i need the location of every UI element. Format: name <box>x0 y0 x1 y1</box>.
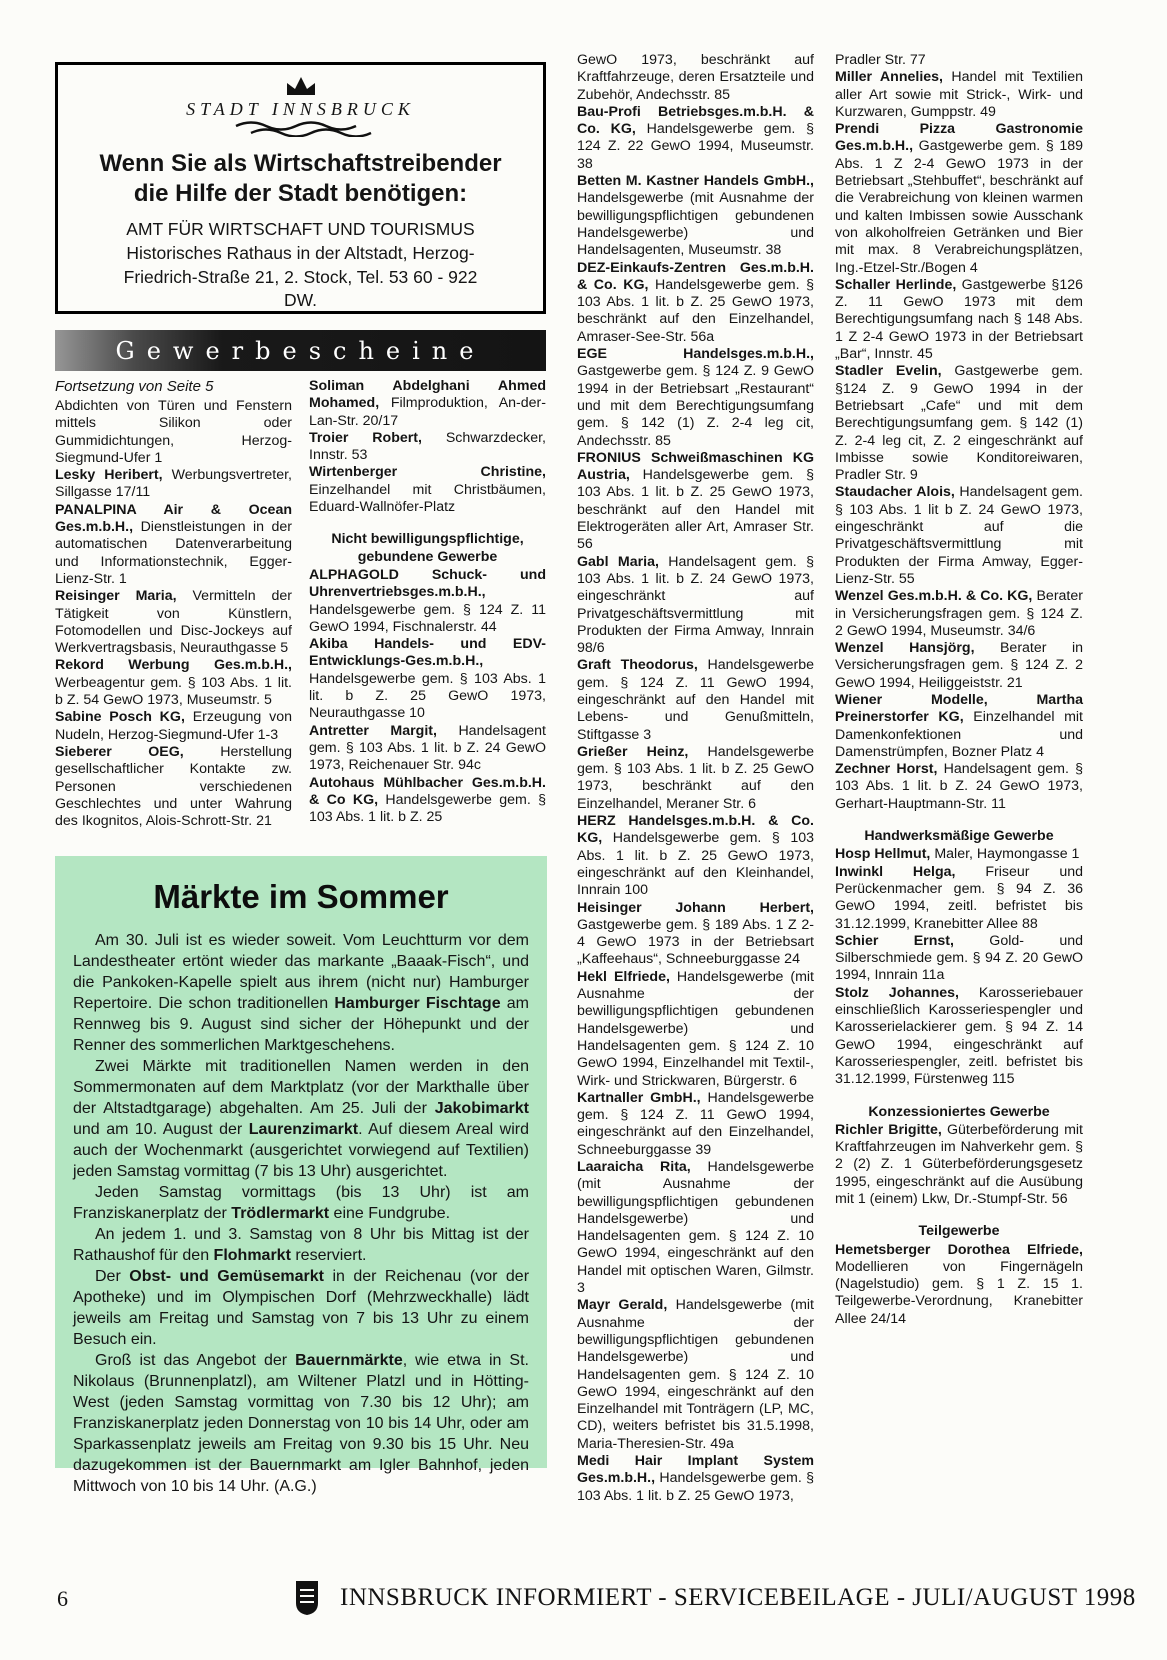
directory-entry: Antretter Margit, Handelsagent gem. § 103 Abs. 1 lit. b Z. 24 GewO 1973, Reichenauer Str. 94c <box>309 722 546 774</box>
directory-entry: Richler Brigitte, Güterbeförderung mit Kraftfahrzeugen im Nahverkehr gem. § 2 (2) Z. 1 Güterbeförderungsgesetz 1995, eingeschränkt auf die Ausübung mit 1 (einem) Lkw, Dr.-Stumpf-Str. 56 <box>835 1121 1083 1207</box>
directory-left-columns <box>55 378 547 830</box>
directory-column-2 <box>309 378 546 830</box>
category-subheader: Handwerksmäßige Gewerbe <box>864 828 1054 845</box>
directory-entry: ALPHAGOLD Schuck- und Uhrenvertriebsges.m.b.H., Handelsgewerbe gem. § 124 Z. 11 GewO 1994, Fischnalerstr. 44 <box>309 566 546 635</box>
page-footer <box>0 1580 1167 1622</box>
market-paragraph: Der Obst- und Gemüsemarkt in der Reichenau (vor der Apotheke) und im Olympischen Dorf (Mehrzweckhalle) lädt jeweils am Freitag und Samstag von 7 bis 13 Uhr zu einem Besuch ein. <box>73 1268 530 1348</box>
section-title: Gewerbescheine <box>115 336 486 365</box>
directory-entry: Wenzel Ges.m.b.H. & Co. KG, Berater in Versicherungsfragen gem. § 124 Z. 2 GewO 1994, Museumstr. 34/6 <box>835 588 1083 639</box>
directory-entry: Stadler Evelin, Gastgewerbe gem. §124 Z. 9 GewO 1994 in der Betriebsart „Cafe“ und mit dem Berechtigungsumfang gem. § 142 (1) Z. 2-4 leg cit, Z. 2 eingeschränkt auf Imbisse sowie Konditoreiwaren, Pradler Str. 9 <box>835 363 1083 484</box>
maerkte-im-sommer-box <box>55 856 547 1495</box>
directory-entry: Staudacher Alois, Handelsagent gem. § 103 Abs. 1 lit b Z. 24 GewO 1973, eingeschränkt auf die Privatgeschäftsvermittlung mit Produkten der Firma Amway, Egger-Lienz-Str. 55 <box>835 484 1083 587</box>
directory-entry: Kartnaller GmbH., Handelsgewerbe gem. § 124 Z. 11 GewO 1994, eingeschränkt auf den Einzelhandel, Schneeburggasse 39 <box>577 1089 814 1158</box>
footer-title: INNSBRUCK INFORMIERT - SERVICEBEILAGE - JULI/AUGUST 1998 <box>340 1584 1136 1611</box>
market-paragraph: Groß ist das Angebot der Bauernmärkte, wie etwa in St. Nikolaus (Brunnenplatzl), am Wiltener Platzl und in Hötting-West (jeden Samstag vormittag von 7.30 bis 12 Uhr); am Franziskanerplatz jeden Donnerstag von 10 bis 14 Uhr, oder am Sparkassenplatz jeweils am Freitag von 9.30 bis 15 Uhr. Neu dazugekommen ist der Bauernmarkt am Igler Bahnhof, jeden Mittwoch von 10 bis 14 Uhr. (A.G.) <box>73 1352 529 1495</box>
directory-entry: Autohaus Mühlbacher Ges.m.b.H. & Co KG, Handelsgewerbe gem. § 103 Abs. 1 lit. b Z. 25 <box>309 774 546 826</box>
section-header-gewerbescheine <box>55 330 546 371</box>
page-number: 6 <box>57 1586 68 1611</box>
directory-entry: Gabl Maria, Handelsagent gem. § 103 Abs. 1 lit. b Z. 24 GewO 1973, eingeschränkt auf Privatgeschäftsvermittlung mit Produkten der Firma Amway, Innrain 98/6 <box>577 553 815 657</box>
directory-entry: Hekl Elfriede, Handelsgewerbe (mit Ausnahme der bewilligungspflichtigen gebundenen Handelsgewerbe) und Handelsagenten gem. § 124 Z. 10 GewO 1994, Einzelhandel mit Textil-, Wirk- und Strickwaren, Bürgerstr. 6 <box>577 968 814 1089</box>
footer-crest-icon <box>293 1580 321 1621</box>
stadt-innsbruck-logo-text: STADT INNSBRUCK <box>186 99 415 119</box>
directory-entries-col1 <box>55 398 292 830</box>
directory-entry: Betten M. Kastner Handels GmbH., Handelsgewerbe (mit Ausnahme der bewilligungspflichtigen gebundenen Handelsgewerbe) und Handelsagenten, Museumstr. 38 <box>577 173 814 259</box>
directory-entries-col2 <box>309 378 546 826</box>
ad-heading: Wenn Sie als Wirtschaftstreibender die Hilfe der Stadt benötigen: <box>99 150 502 207</box>
category-subheader: Konzessioniertes Gewerbe <box>868 1103 1050 1120</box>
directory-entry: Sieberer OEG, Herstellung gesellschaftlicher Kontakte zw. Personen verschiedenen Geschlechtes und unter Wahrung des Ikognitos, Alois-Schrott-Str. 21 <box>55 743 292 830</box>
maerkte-paragraphs <box>73 930 529 1497</box>
category-subheader: Nicht bewilligungspflichtige, gebundene Gewerbe <box>331 531 524 565</box>
directory-entry: Reisinger Maria, Vermitteln der Tätigkeit von Künstlern, Fotomodellen und Disc-Jockeys auf Werkvertragsbasis, Neurauthgasse 5 <box>55 588 293 657</box>
directory-entry: Troier Robert, Schwarzdecker, Innstr. 53 <box>309 429 546 464</box>
directory-entry: Schier Ernst, Gold- und Silberschmiede gem. § 94 Z. 20 GewO 1994, Innrain 11a <box>835 932 1083 984</box>
ad-address-line: Historisches Rathaus in der Altstadt, Herzog-Friedrich-Straße 21, 2. Stock, Tel. 53 60 - 922 DW. <box>123 243 478 311</box>
continuation-note: Fortsetzung von Seite 5 <box>55 378 214 395</box>
directory-entries-col3 <box>577 52 814 1505</box>
directory-entry: Lesky Heribert, Werbungsvertreter, Sillgasse 17/11 <box>55 467 292 501</box>
logo-squiggle-icon <box>58 121 543 139</box>
maerkte-title: Märkte im Sommer <box>153 878 449 915</box>
directory-entry: Soliman Abdelghani Ahmed Mohamed, Filmproduktion, An-der-Lan-Str. 20/17 <box>309 378 546 429</box>
directory-entry: Heisinger Johann Herbert, Gastgewerbe gem. § 189 Abs. 1 Z 2-4 GewO 1973 in der Betriebsart „Kaffeehaus“, Schneeburggasse 24 <box>577 899 814 968</box>
directory-entry: EGE Handelsges.m.b.H., Gastgewerbe gem. § 124 Z. 9 GewO 1994 in der Betriebsart „Restaurant“ und mit dem Berechtigungsumfang gem. § 142 (1) Z. 2-4 leg cit, Andechsstr. 85 <box>577 346 814 449</box>
directory-column-3 <box>577 52 814 1505</box>
market-paragraph: Zwei Märkte mit traditionellen Namen werden in den Sommermonaten auf dem Marktplatz (vor der Markthalle über der Altstadtgarage) abgehalten. Am 25. Juli der Jakobimarkt und am 10. August der Laurenzimarkt. Auf diesem Areal wird auch der Wochenmarkt (ausgerichtet vorwiegend auf Textilien) jeden Samstag vormittag (7 bis 13 Uhr) ausgerichtet. <box>73 1058 529 1180</box>
directory-entry: Akiba Handels- und EDV-Entwicklungs-Ges.m.b.H., Handelsgewerbe gem. § 103 Abs. 1 lit. b Z. 25 GewO 1973, Neurauthgasse 10 <box>309 636 546 722</box>
directory-entry: Mayr Gerald, Handelsgewerbe (mit Ausnahme der bewilligungspflichtigen gebundenen Handelsgewerbe) und Handelsagenten gem. § 124 Z. 10 GewO 1994, eingeschränkt auf den Einzelhandel mit Tonträgern (LP, MC, CD), weiters befristet bis 31.5.1998, Maria-Theresien-Str. 49a <box>577 1297 814 1452</box>
market-paragraph: Jeden Samstag vormittags (bis 13 Uhr) ist am Franziskanerplatz der Trödlermarkt eine Fundgrube. <box>73 1184 529 1222</box>
directory-entry: FRONIUS Schweißmaschinen KG Austria, Handelsgewerbe gem. § 103 Abs. 1 lit. b Z. 25 GewO 1973, beschränkt auf den Handel mit Elektrogeräten aller Art, Amraser Str. 56 <box>577 449 814 553</box>
directory-entry: Stolz Johannes, Karosseriebauer einschließlich Karosseriespengler und Karosserielackierer gem. § 94 Z. 14 GewO 1994, eingeschränkt auf Karosseriespengler, zeitl. befristet bis 31.12.1999, Fürstenweg 115 <box>835 984 1083 1088</box>
directory-entry: Grießer Heinz, Handelsgewerbe gem. § 103 Abs. 1 lit. b Z. 25 GewO 1973, beschränkt auf den Einzelhandel, Meraner Str. 6 <box>577 743 814 812</box>
directory-entry: Pradler Str. 77 <box>835 52 926 68</box>
directory-entry: Bau-Profi Betriebsges.m.b.H. & Co. KG, Handelsgewerbe gem. § 124 Z. 22 GewO 1994, Museumstr. 38 <box>577 103 814 172</box>
directory-entry: Prendi Pizza Gastronomie Ges.m.b.H., Gastgewerbe gem. § 189 Abs. 1 Z 2-4 GewO 1973 in der Betriebsart „Stehbuffet“, beschränkt auf die Verabreichung von kleinen warmen und kalten Imbissen sowie Ausschank von alkoholfreien Getränken und Bier mit max. 8 Verabreichungsplätzen, Ing.-Etzel-Str./Bogen 4 <box>835 121 1083 276</box>
directory-entry: Laaraicha Rita, Handelsgewerbe (mit Ausnahme der bewilligungspflichtigen gebundenen Handelsgewerbe) und Handelsagenten gem. § 124 Z. 10 GewO 1994, eingeschränkt auf den Handel mit optischen Waren, Gilmstr. 3 <box>577 1159 814 1297</box>
directory-entry: Medi Hair Implant System Ges.m.b.H., Handelsgewerbe gem. § 103 Abs. 1 lit. b Z. 25 GewO 1973, <box>577 1453 814 1504</box>
directory-entry: Schaller Herlinde, Gastgewerbe §126 Z. 11 GewO 1973 mit dem Berechtigungsumfang nach § 148 Abs. 1 Z 2-4 GewO 1973 in der Betriebsart „Bar“, Innstr. 45 <box>835 276 1083 363</box>
directory-entry: Zechner Horst, Handelsagent gem. § 103 Abs. 1 lit. b Z. 24 GewO 1973, Gerhart-Hauptmann-Str. 11 <box>835 761 1083 812</box>
directory-entry: Wiener Modelle, Martha Preinerstorfer KG, Einzelhandel mit Damenkonfektionen und Damenstrümpfen, Bozner Platz 4 <box>835 691 1083 760</box>
directory-entry: GewO 1973, beschränkt auf Kraftfahrzeuge, deren Ersatzteile und Zubehör, Andechsstr. 85 <box>577 52 814 103</box>
directory-entries-col4 <box>835 52 1083 1328</box>
directory-entry: Sabine Posch KG, Erzeugung von Nudeln, Herzog-Siegmund-Ufer 1-3 <box>55 709 292 743</box>
city-ad-box <box>55 62 546 314</box>
directory-entry: Wirtenberger Christine, Einzelhandel mit Christbäumen, Eduard-Wallnöfer-Platz <box>309 464 546 516</box>
directory-entry: HERZ Handelsges.m.b.H. & Co. KG, Handelsgewerbe gem. § 103 Abs. 1 lit. b Z. 25 GewO 1973, eingeschränkt auf den Kleinhandel, Innrain 100 <box>577 813 815 899</box>
directory-column-1 <box>55 378 292 830</box>
directory-entry: Hosp Hellmut, Maler, Haymongasse 1 <box>835 846 1080 863</box>
category-subheader: Teilgewerbe <box>918 1223 1000 1240</box>
directory-entry: Hemetsberger Dorothea Elfriede, Modellieren von Fingernägeln (Nagelstudio) gem. § 1 Z. 15 1. Teilgewerbe-Verordnung, Kranebitter Allee 24/14 <box>835 1241 1083 1327</box>
market-paragraph: Am 30. Juli ist es wieder soweit. Vom Leuchtturm vor dem Landestheater ertönt wieder das markante „Baaak-Fisch“, und die Pankoken-Kapelle spielt aus ihrem (nicht nur) Hamburger Repertoire. Die schon traditionellen Hamburger Fischtage am Rennweg bis 9. August sind sicher der Höhepunkt und der Renner des sommerlichen Marktgeschehens. <box>73 932 530 1054</box>
market-paragraph: An jedem 1. und 3. Samstag von 8 Uhr bis Mittag ist der Rathaushof für den Flohmarkt reserviert. <box>73 1226 529 1264</box>
directory-entry: Graft Theodorus, Handelsgewerbe gem. § 124 Z. 11 GewO 1994, eingeschränkt auf den Handel mit Lebens- und Genußmitteln, Stiftgasse 3 <box>577 657 814 743</box>
directory-entry: PANALPINA Air & Ocean Ges.m.b.H., Dienstleistungen in der automatischen Datenverarbeitung und Informationstechnik, Egger-Lienz-Str. 1 <box>55 501 293 587</box>
directory-entry: DEZ-Einkaufs-Zentren Ges.m.b.H. & Co. KG, Handelsgewerbe gem. § 103 Abs. 1 lit. b Z. 25 GewO 1973, beschränkt auf den Einzelhandel, Amraser-See-Str. 56a <box>577 259 814 345</box>
directory-entry: Wenzel Hansjörg, Berater in Versicherungsfragen gem. § 124 Z. 2 GewO 1994, Heiliggeiststr. 21 <box>835 640 1083 691</box>
directory-entry: Rekord Werbung Ges.m.b.H., Werbeagentur gem. § 103 Abs. 1 lit. b Z. 54 GewO 1973, Museumstr. 5 <box>55 657 292 709</box>
directory-entry: Miller Annelies, Handel mit Textilien aller Art sowie mit Strick-, Wirk- und Kurzwaren, Gumppstr. 49 <box>835 69 1083 120</box>
directory-entry: Abdichten von Türen und Fenstern mittels Silikon oder Gummidichtungen, Herzog-Siegmund-Ufer 1 <box>55 398 292 466</box>
directory-entry: Inwinkl Helga, Friseur und Perückenmacher gem. § 94 Z. 36 GewO 1994, zeitl. befristet bis 31.12.1999, Kranebitter Allee 88 <box>835 863 1083 932</box>
directory-column-4 <box>835 52 1083 1328</box>
innsbruck-crown-icon <box>58 75 543 97</box>
ad-office-line: AMT FÜR WIRTSCHAFT UND TOURISMUS <box>126 219 475 239</box>
